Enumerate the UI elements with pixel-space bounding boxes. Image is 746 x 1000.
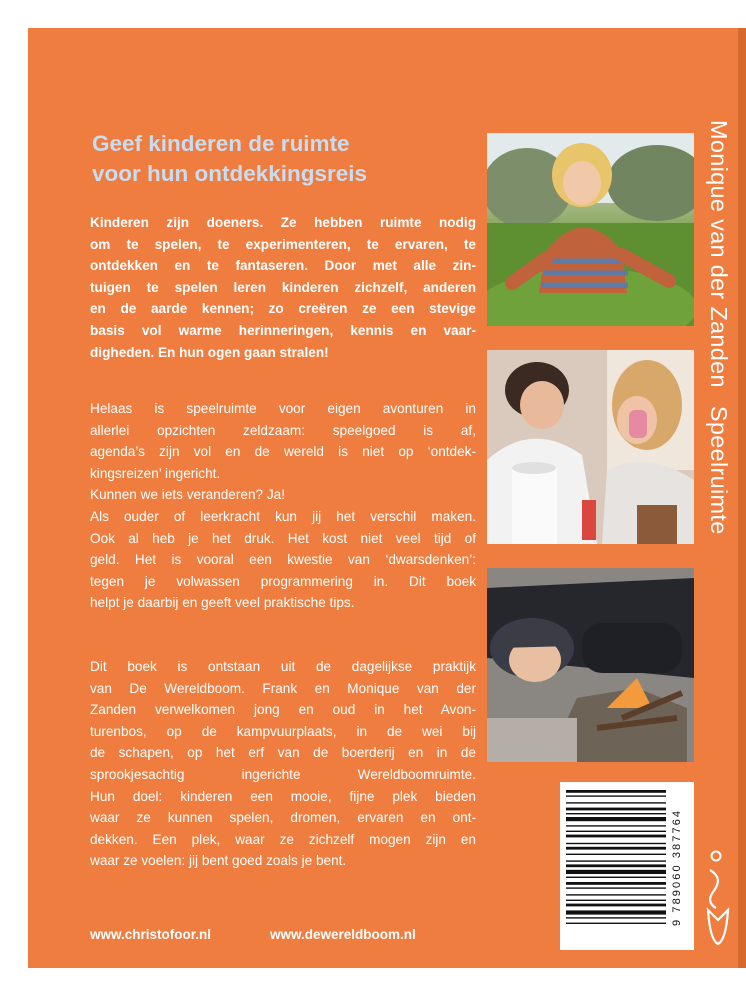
photo-boy-at-campfire <box>487 568 694 762</box>
barcode-bar <box>566 790 666 793</box>
text-line: geld. Het is vooral een kwestie van ‘dwarsdenken’: <box>90 552 476 568</box>
barcode-bar <box>566 795 666 796</box>
headline <box>92 129 472 189</box>
text-line: ontdekken en te fantaseren. Door met alle zin- <box>90 258 476 274</box>
text-line: waar ze voelen: jij bent goed zoals je bent. <box>90 853 347 869</box>
text-line: digheden. En hun ogen gaan stralen! <box>90 344 329 360</box>
spine-author: Monique van der Zanden <box>706 120 732 388</box>
text-line: basis vol warme herinneringen, kennis en vaar- <box>90 322 476 338</box>
text-line: tegen je volwassen programmering in. Dit boek <box>90 573 476 589</box>
spine-text <box>701 120 737 640</box>
barcode-bar <box>566 923 666 924</box>
barcode-bar <box>566 882 666 885</box>
barcode-bar <box>566 877 666 878</box>
text-line: Ook al heb je het druk. Het kost niet veel tijd of <box>90 530 476 546</box>
text-line: en de aarde kennen; zo creëren ze een stevige <box>90 301 476 317</box>
barcode-bar <box>566 864 666 867</box>
barcode-bar <box>566 904 666 907</box>
text-line: om te spelen, te experimenteren, te ervaren, te <box>90 236 476 252</box>
text-line: Helaas is speelruimte voor eigen avonturen in <box>90 401 476 416</box>
text-line: Dit boek is ontstaan uit de dagelijkse praktijk <box>90 659 476 674</box>
barcode-bar <box>566 808 666 811</box>
text-line: Kunnen we iets veranderen? Ja! <box>90 487 285 503</box>
wereldboom-link[interactable]: www.dewereldboom.nl <box>270 927 416 942</box>
barcode-bar <box>566 843 666 844</box>
barcode-bar <box>566 831 666 832</box>
barcode-bar <box>566 887 666 888</box>
body-paragraph-3 <box>90 656 476 872</box>
barcode-bar <box>566 870 666 874</box>
text-line: kingsreizen’ ingericht. <box>90 465 221 481</box>
barcode-bar <box>566 825 666 826</box>
text-line: dekken. Een plek, waar ze zichzelf mogen zijn en <box>90 831 476 847</box>
barcode-bar <box>566 802 666 803</box>
text-line: Hun doel: kinderen een mooie, fijne plek bieden <box>90 788 476 804</box>
barcode-bar <box>566 817 666 821</box>
text-line: waar ze kunnen spelen, dromen, ervaren en ont- <box>90 810 476 826</box>
photo-child-in-grass <box>487 133 694 326</box>
barcode-bar <box>566 917 666 918</box>
text-line: tuigen te spelen leren kinderen zichzelf, anderen <box>90 279 476 295</box>
text-line: sprookjesachtig ingerichte Wereldboomruimte. <box>90 766 476 782</box>
spine-title: Speelruimte <box>706 405 732 535</box>
text-line: turenbos, op de kampvuurplaats, in de wei bij <box>90 723 476 739</box>
barcode-bar <box>566 847 666 850</box>
spine-edge <box>738 28 746 968</box>
text-line: van De Wereldboom. Frank en Monique van der <box>90 680 476 696</box>
text-line: Kinderen zijn doeners. Ze hebben ruimte nodig <box>90 215 476 230</box>
photo-children-experimenting <box>487 350 694 544</box>
barcode-bar <box>566 860 666 861</box>
barcode-bar <box>566 854 666 855</box>
text-line: Zanden verwelkomen jong en oud in het Avon- <box>90 702 476 718</box>
text-line: agenda’s zijn vol en de wereld is niet op ‘ontdek- <box>90 444 476 460</box>
headline-line: Geef kinderen de ruimte <box>92 131 350 156</box>
barcode-bar <box>566 813 666 814</box>
lead-paragraph <box>90 212 476 363</box>
headline-line: voor hun ontdekkingsreis <box>92 161 368 186</box>
publisher-link[interactable]: www.christofoor.nl <box>90 927 212 942</box>
publisher-logo-icon <box>704 848 732 948</box>
text-line: helpt je daarbij en geeft veel praktische tips. <box>90 595 355 611</box>
text-line: allerlei opzichten zeldzaam: speelgoed is af, <box>90 422 476 438</box>
barcode-bar <box>566 835 666 838</box>
barcode-bar <box>566 900 666 901</box>
barcode-digits: 9 789060 387764 <box>671 808 683 926</box>
barcode-bar <box>566 910 666 914</box>
body-paragraph-2 <box>90 398 476 614</box>
text-line: Als ouder of leerkracht kun jij het verschil maken. <box>90 508 476 524</box>
barcode-bar <box>566 894 666 895</box>
text-line: de schapen, op het erf van de boerderij en in de <box>90 745 476 761</box>
